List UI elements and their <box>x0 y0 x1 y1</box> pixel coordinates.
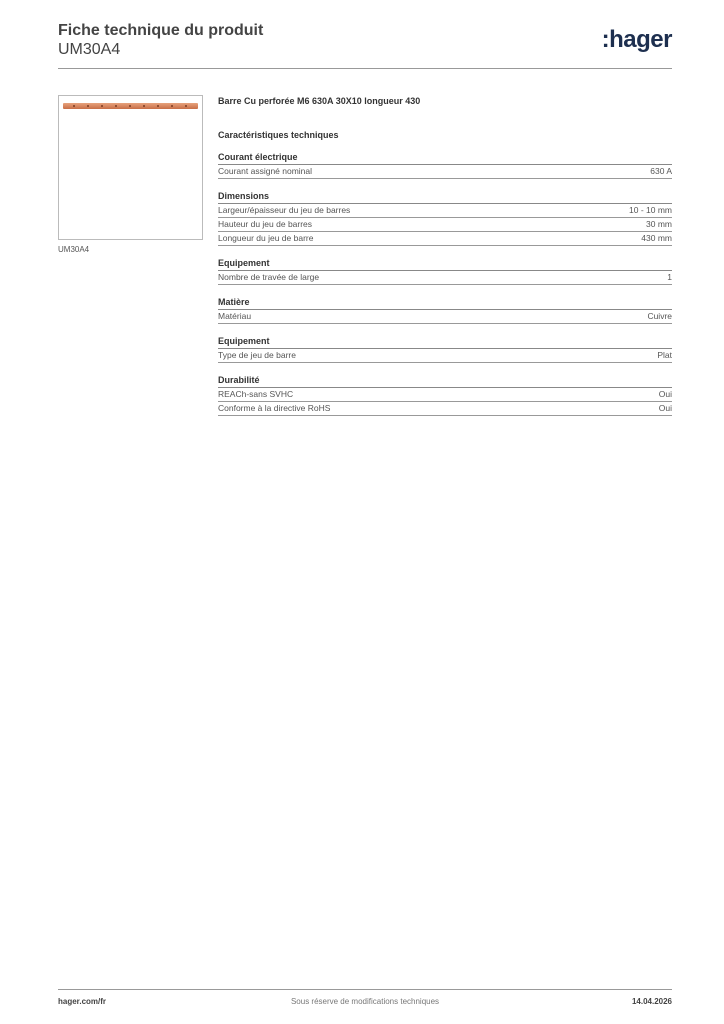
spec-row <box>218 204 672 218</box>
spec-group-equipment-type <box>218 336 672 363</box>
spec-value: 30 mm <box>646 219 672 229</box>
group-title: Durabilité <box>218 375 672 388</box>
spec-value: 1 <box>667 272 672 282</box>
spec-group-current <box>218 152 672 179</box>
product-image <box>58 95 203 240</box>
header-divider <box>58 68 672 69</box>
spec-group-material <box>218 297 672 324</box>
spec-row <box>218 349 672 363</box>
spec-row <box>218 165 672 179</box>
spec-value: Plat <box>657 350 672 360</box>
spec-group-dimensions <box>218 191 672 246</box>
group-title: Equipement <box>218 336 672 349</box>
page-title: Fiche technique du produit <box>58 22 264 39</box>
hager-logo[interactable] <box>602 26 672 54</box>
spec-label: Largeur/épaisseur du jeu de barres <box>218 205 351 215</box>
spec-label: Matériau <box>218 311 252 321</box>
spec-value: Oui <box>658 389 672 399</box>
spec-row <box>218 218 672 232</box>
group-title: Equipement <box>218 258 672 271</box>
print-date: 14.04.2026 <box>631 997 672 1006</box>
spec-row <box>218 232 672 246</box>
logo-text: hager <box>609 26 672 53</box>
group-title: Matière <box>218 297 672 310</box>
spec-label: Longueur du jeu de barre <box>218 233 314 243</box>
spec-group-durability <box>218 375 672 416</box>
logo-prefix: : <box>601 26 610 53</box>
spec-value: Cuivre <box>647 311 672 321</box>
group-title: Dimensions <box>218 191 672 204</box>
group-title: Courant électrique <box>218 152 672 165</box>
section-title: Caractéristiques techniques <box>218 130 339 140</box>
product-details <box>218 96 672 416</box>
spec-value: 10 - 10 mm <box>629 205 672 215</box>
copper-busbar-image <box>63 103 198 109</box>
footer-divider <box>58 989 672 990</box>
spec-row <box>218 402 672 416</box>
spec-label: Hauteur du jeu de barres <box>218 219 313 229</box>
spec-group-equipment <box>218 258 672 285</box>
spec-label: Nombre de travée de large <box>218 272 320 282</box>
spec-value: Oui <box>658 403 672 413</box>
spec-label: Courant assigné nominal <box>218 166 313 176</box>
spec-label: Type de jeu de barre <box>218 350 296 360</box>
disclaimer: Sous réserve de modifications techniques <box>290 997 440 1006</box>
spec-row <box>218 271 672 285</box>
spec-label: REACh-sans SVHC <box>218 389 294 399</box>
product-reference: UM30A4 <box>58 41 121 58</box>
image-caption: UM30A4 <box>58 245 90 254</box>
spec-row <box>218 388 672 402</box>
spec-value: 630 A <box>650 166 672 176</box>
website-link[interactable]: hager.com/fr <box>58 997 107 1006</box>
page-footer <box>58 997 672 1009</box>
spec-label: Conforme à la directive RoHS <box>218 403 331 413</box>
page-header <box>58 22 672 68</box>
spec-row <box>218 310 672 324</box>
spec-value: 430 mm <box>641 233 672 243</box>
product-name: Barre Cu perforée M6 630A 30X10 longueur 430 <box>218 96 421 106</box>
